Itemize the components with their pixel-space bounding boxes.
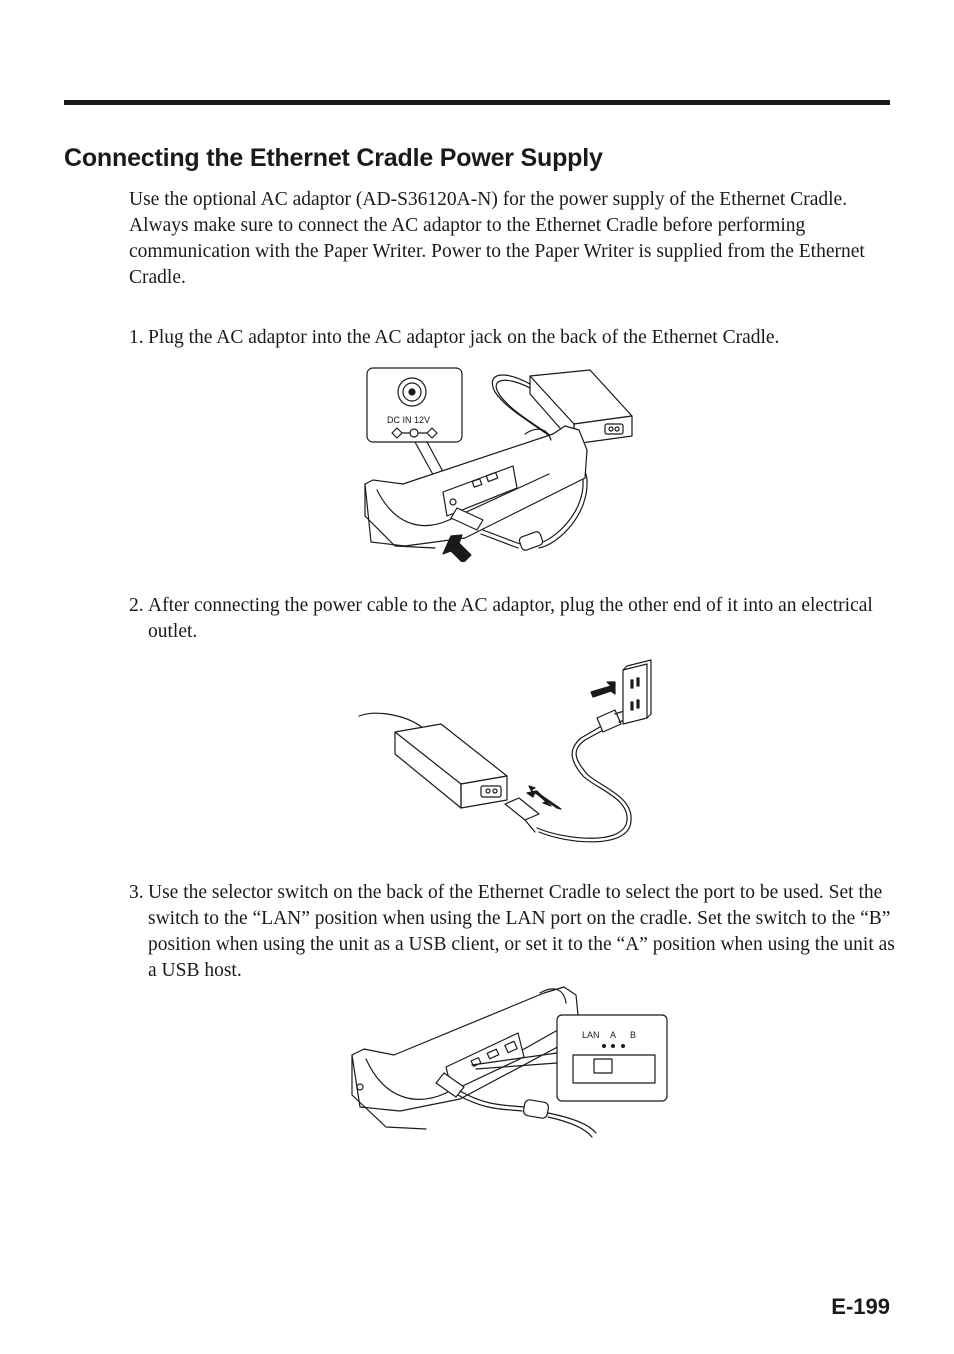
plug-arrow-icon xyxy=(591,682,615,697)
page-number: E-199 xyxy=(831,1294,890,1319)
step-1 xyxy=(129,325,899,351)
step-3-number: 3. xyxy=(129,882,144,903)
step-3-text: Use the selector switch on the back of the Ethernet Cradle to select the port to be used. Set the switch to the “LAN” position when using the LAN port on the cradle. Set the switch to the “B” position when using the unit as a USB client, or set it to the “A” position when using the unit as a USB host. xyxy=(148,882,895,981)
step-2-text: After connecting the power cable to the AC adaptor, plug the other end of it into an electrical outlet. xyxy=(148,595,873,642)
step-2 xyxy=(129,593,899,645)
top-rule xyxy=(64,100,890,105)
figure-selector-switch xyxy=(348,983,673,1143)
ac-adaptor-icon xyxy=(395,724,507,808)
step-1-text: Plug the AC adaptor into the AC adaptor jack on the back of the Ethernet Cradle. xyxy=(148,327,780,348)
wall-outlet-icon xyxy=(623,660,651,724)
figure-adaptor-to-outlet xyxy=(355,658,660,848)
step-3 xyxy=(129,880,899,984)
intro-paragraph: Use the optional AC adaptor (AD-S36120A-N) for the power supply of the Ethernet Cradle. Always make sure to connect the AC adaptor to the Ethernet Cradle before performing communication with the Paper Writer. Power to the Paper Writer is supplied from the Ethernet Cradle. xyxy=(129,189,865,288)
figure-adaptor-to-cradle xyxy=(355,362,640,562)
step-2-number: 2. xyxy=(129,595,144,616)
jack-label: DC IN 12V xyxy=(387,415,431,425)
switch-label-a: A xyxy=(610,1030,617,1040)
page-title: Connecting the Ethernet Cradle Power Supply xyxy=(64,144,603,172)
switch-label-b: B xyxy=(630,1030,637,1040)
switch-label-lan: LAN xyxy=(582,1030,600,1040)
jack-inset-box xyxy=(367,368,462,442)
step-1-number: 1. xyxy=(129,327,144,348)
connect-arrow-icon xyxy=(529,786,561,809)
